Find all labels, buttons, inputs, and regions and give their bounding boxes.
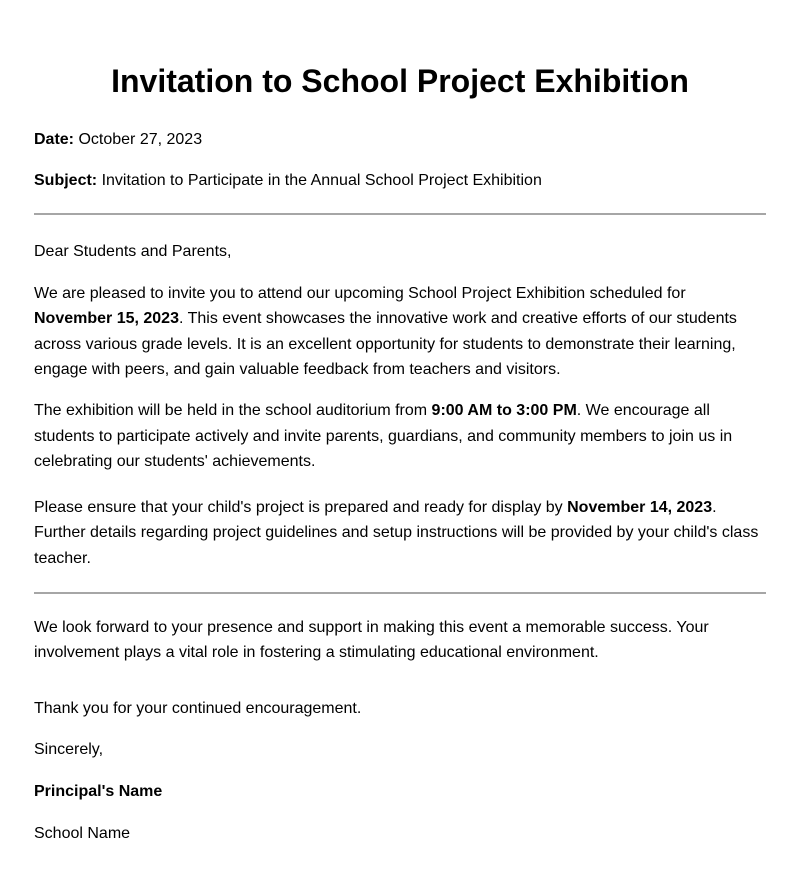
deadline-date: November 14, 2023 (567, 498, 713, 516)
subject-line (34, 170, 766, 192)
divider-bottom (34, 592, 766, 594)
event-date: November 15, 2023 (34, 310, 179, 328)
deadline-paragraph (34, 495, 766, 572)
venue-text-before: The exhibition will be held in the school auditorium from (34, 401, 432, 419)
school-name: School Name (34, 824, 131, 842)
page-title: Invitation to School Project Exhibition (111, 63, 689, 99)
date-line (34, 129, 766, 151)
date-label: Date: (34, 131, 75, 148)
event-time: 9:00 AM to 3:00 PM (431, 401, 577, 419)
deadline-text-after: . Further details regarding project guidelines and setup instructions will be provided by your child's class teacher. (34, 498, 759, 567)
greeting: Dear Students and Parents, (34, 243, 232, 260)
subject-value: Invitation to Participate in the Annual School Project Exhibition (97, 172, 542, 189)
divider-top (34, 213, 766, 215)
thanks-line: Thank you for your continued encouragement. (34, 699, 362, 717)
subject-label: Subject: (34, 172, 98, 189)
date-value: October 27, 2023 (74, 131, 203, 148)
venue-paragraph (34, 398, 766, 475)
venue-text-after: . We encourage all students to participate actively and invite parents, guardians, and community members to join us in celebrating our students' achievements. (34, 401, 733, 471)
principal-name: Principal's Name (34, 782, 163, 800)
deadline-text-before: Please ensure that your child's project is prepared and ready for display by (34, 498, 568, 516)
sign-off: Sincerely, (34, 741, 104, 759)
intro-paragraph (34, 281, 766, 383)
intro-text-after: . This event showcases the innovative work and creative efforts of our students across various grade levels. It is an excellent opportunity for students to demonstrate their learning, engage with peers, and gain valuable feedback from teachers and visitors. (34, 310, 737, 379)
closing-paragraph: We look forward to your presence and support in making this event a memorable success. Your involvement plays a vital role in fostering a stimulating educational environment. (34, 618, 709, 662)
intro-text-before: We are pleased to invite you to attend our upcoming School Project Exhibition scheduled for (34, 284, 686, 302)
